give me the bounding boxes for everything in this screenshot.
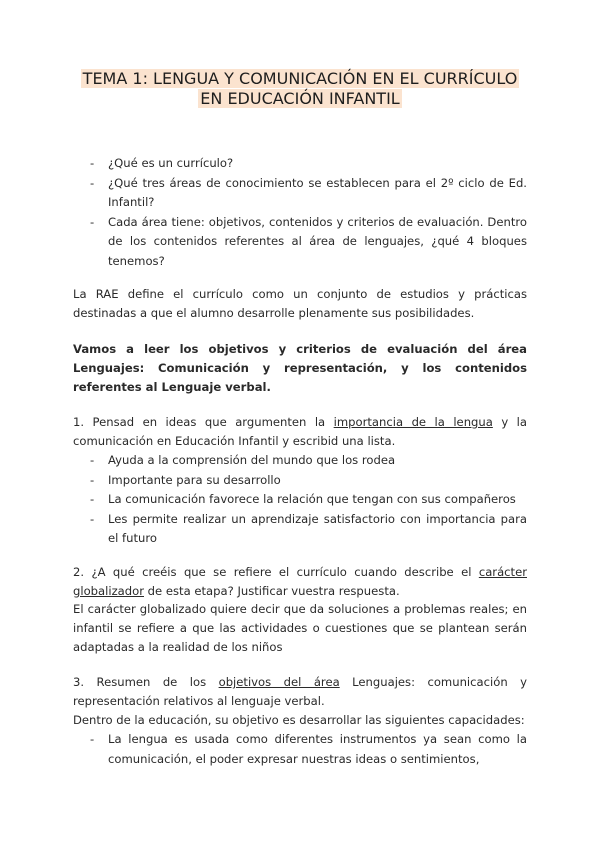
list-item: - Les permite realizar un aprendizaje satisfactorio con importancia para el futuro bbox=[90, 511, 527, 545]
section-3-intro: Dentro de la educación, su objetivo es desarrollar las siguientes capacidades: bbox=[73, 713, 525, 727]
section-2-answer: El carácter globalizado quiere decir que da soluciones a problemas reales; en infantil se refiere a que las actividades o cuestiones que se plantean serán adaptadas a la realidad de los niños bbox=[73, 602, 527, 654]
list-item: - La lengua es usada como diferentes instrumentos ya sean como la comunicación, el poder expresar nuestras ideas o sentimientos, bbox=[90, 732, 527, 766]
section-1-prompt: 1. Pensad en ideas que argumenten la importancia de la lengua y la comunicación en Educación Infantil y escribid una lista. bbox=[73, 415, 528, 448]
question-list bbox=[73, 154, 527, 271]
list-item: - Ayuda a la comprensión del mundo que los rodea bbox=[90, 453, 396, 467]
page-title bbox=[60, 69, 540, 109]
list-item: - Importante para su desarrollo bbox=[90, 472, 281, 487]
bold-intro: Vamos a leer los objetivos y criterios de evaluación del área Lenguajes: Comunicación y representación, y los contenidos referentes al Lenguaje verbal. bbox=[73, 342, 527, 394]
section-3-prompt: 3. Resumen de los objetivos del área Lenguajes: comunicación y representación relativos al lenguaje verbal. bbox=[73, 675, 527, 708]
title-line-2: EN EDUCACIÓN INFANTIL bbox=[200, 89, 400, 108]
globalizador-link: carácter globalizador bbox=[73, 565, 527, 598]
list-item: - La comunicación favorece la relación que tengan con sus compañeros bbox=[90, 492, 516, 506]
section-3-list bbox=[73, 730, 527, 769]
list-item: - Cada área tiene: objetivos, contenidos y criterios de evaluación. Dentro de los contenidos referentes al área de lenguajes, ¿qué 4 bloques tenemos? bbox=[90, 214, 527, 268]
importance-link: importancia de la lengua bbox=[333, 415, 493, 429]
section-1-list bbox=[73, 451, 527, 549]
rae-definition: La RAE define el currículo como un conjunto de estudios y prácticas destinadas a que el alumno desarrolle plenamente sus posibilidades. bbox=[73, 287, 527, 320]
list-item: - ¿Qué tres áreas de conocimiento se establecen para el 2º ciclo de Ed. Infantil? bbox=[90, 175, 527, 209]
section-2-prompt: 2. ¿A qué creéis que se refiere el currículo cuando describe el carácter globalizador de esta etapa? Justificar vuestra respuesta. bbox=[73, 565, 527, 598]
list-item: - ¿Qué es un currículo? bbox=[90, 156, 234, 170]
objetivos-link: objetivos del área bbox=[218, 675, 340, 689]
title-line-1: TEMA 1: LENGUA Y COMUNICACIÓN EN EL CURRÍCULO bbox=[82, 69, 518, 88]
